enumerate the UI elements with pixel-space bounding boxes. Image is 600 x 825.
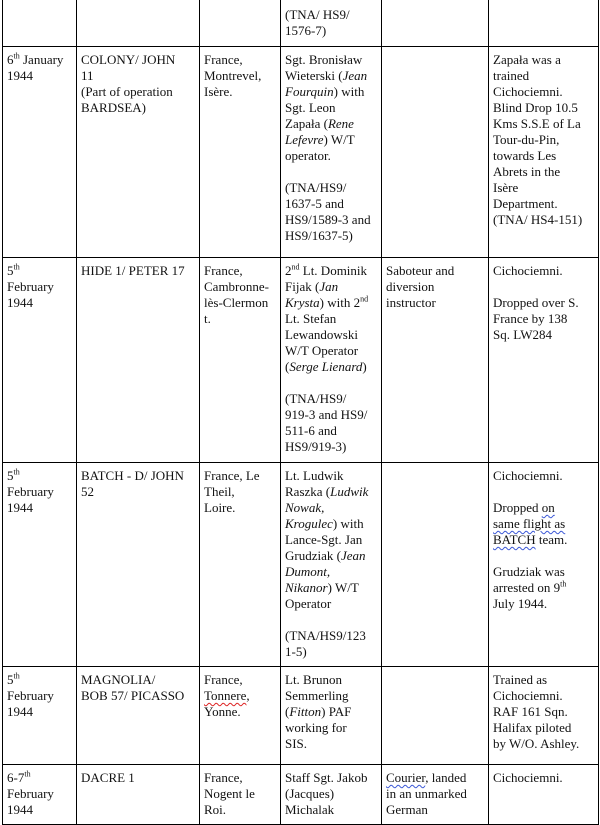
notes-text: Isère [493, 180, 519, 195]
agents-text: Wieterski ( [285, 68, 343, 83]
operation-text: BATCH - D/ JOHN 52 [81, 468, 184, 499]
alias-text: Fourquin [285, 84, 334, 99]
date-rest: February 1944 [7, 786, 54, 817]
date-suffix: th [24, 769, 31, 779]
agents-text: (TNA/ HS9/ [285, 7, 350, 22]
operation-cell [77, 258, 200, 463]
table-row [3, 667, 599, 765]
notes-text: July 1944. [493, 596, 548, 611]
agents-text: Staff Sgt. Jakob [285, 770, 368, 785]
agents-text: Sgt. Leon [285, 100, 336, 115]
date-cell [3, 765, 77, 825]
role-text: Courier [386, 770, 426, 785]
alias-text: Dumont, [285, 564, 331, 579]
role-text: , landed [425, 770, 467, 785]
notes-text: Abrets in the [493, 164, 561, 179]
location-text: Montrevel, [204, 68, 262, 83]
notes-text: Zapała was a [493, 52, 561, 67]
notes-text: Blind Drop 10.5 [493, 100, 578, 115]
location-text: Loire. [204, 500, 236, 515]
notes-text: RAF 161 Sqn. [493, 704, 568, 719]
location-text: France, [204, 672, 243, 687]
operation-text: BARDSEA) [81, 100, 147, 115]
agents-text: operator. [285, 148, 331, 163]
location-cell [200, 765, 281, 825]
notes-text: Dropped over S. [493, 295, 579, 310]
agents-text: ) PAF [321, 704, 352, 719]
location-cell [200, 0, 281, 47]
location-text: , [246, 688, 250, 703]
notes-text: Department. [493, 196, 558, 211]
notes-cell [489, 463, 599, 667]
location-text: Nogent le [204, 786, 255, 801]
role-cell [382, 463, 489, 667]
date-rest: January 1944 [7, 52, 64, 83]
operation-text: HIDE 1/ PETER 17 [81, 263, 185, 278]
notes-text: Kms S.S.E of La [493, 116, 581, 131]
location-text: France, [204, 263, 243, 278]
alias-text: Krysta [285, 295, 320, 310]
agents-text: Lewandowski [285, 327, 358, 342]
agents-cell [281, 463, 382, 667]
notes-cell [489, 765, 599, 825]
role-cell [382, 47, 489, 258]
agents-text: Fijak ( [285, 279, 320, 294]
notes-text: BATCH [493, 532, 536, 547]
alias-text: Krogulec [285, 516, 333, 531]
notes-text: Sq. LW284 [493, 327, 552, 342]
agents-text: Operator [285, 596, 332, 611]
operation-cell [77, 0, 200, 47]
alias-text: Jan [319, 279, 339, 294]
reference-text: 1-5) [285, 644, 307, 659]
notes-cell [489, 47, 599, 258]
agents-cell [281, 47, 382, 258]
operation-cell [77, 765, 200, 825]
agents-text: SIS. [285, 736, 308, 751]
location-text: Yonne. [204, 704, 241, 719]
agents-text: Lt. Brunon [285, 672, 343, 687]
reference-text: (TNA/HS9/123 [285, 628, 366, 643]
agents-text: ) with [332, 516, 364, 531]
table-row [3, 0, 599, 47]
date-cell [3, 0, 77, 47]
notes-text: Cichociemni. [493, 84, 563, 99]
role-text: diversion [386, 279, 435, 294]
ordinal-suffix: nd [360, 294, 369, 304]
agents-text: ) W/T [327, 580, 359, 595]
notes-text: same flight as [493, 516, 566, 531]
alias-text: Fitton [289, 704, 322, 719]
date-day: 6 [7, 52, 14, 67]
alias-text: Rene [327, 116, 354, 131]
location-text: Theil, [204, 484, 235, 499]
notes-text: Grudziak was [493, 564, 565, 579]
role-text: instructor [386, 295, 436, 310]
alias-text: Lefevre [285, 132, 324, 147]
location-text: France, Le [204, 468, 260, 483]
location-text: France, [204, 770, 243, 785]
location-text: Isère. [204, 84, 233, 99]
notes-text: Cichociemni. [493, 263, 563, 278]
agents-text: Michalak [285, 802, 335, 817]
agents-text: ( [285, 359, 290, 374]
notes-cell [489, 258, 599, 463]
location-text: France, [204, 52, 243, 67]
operation-text: 11 [81, 68, 94, 83]
location-cell [200, 258, 281, 463]
date-suffix: th [13, 671, 20, 681]
operations-table [2, 0, 599, 825]
date-day: 6-7 [7, 770, 25, 785]
location-cell [200, 667, 281, 765]
reference-text: 511-6 and [285, 423, 337, 438]
reference-text: HS9/1637-5) [285, 228, 353, 243]
table-row [3, 258, 599, 463]
notes-text: team. [535, 532, 568, 547]
notes-text: on [541, 500, 555, 515]
agents-cell [281, 765, 382, 825]
agents-cell [281, 0, 382, 47]
ordinal-suffix: th [560, 579, 567, 589]
notes-text: Halifax piloted [493, 720, 572, 735]
location-cell [200, 47, 281, 258]
date-day: 5 [7, 672, 14, 687]
notes-text: trained [493, 68, 530, 83]
role-text: German [386, 802, 428, 817]
notes-text: (TNA/ HS4-151) [493, 212, 583, 227]
reference-text: HS9/1589-3 and [285, 212, 371, 227]
agents-text: Sgt. Bronisław [285, 52, 363, 67]
agents-text: 1576-7) [285, 23, 327, 38]
alias-text: Jean [342, 68, 368, 83]
notes-text: Tour-du-Pin, [493, 132, 560, 147]
agents-text: Lt. Dominik [299, 263, 368, 278]
location-text: Roi. [204, 802, 227, 817]
role-cell [382, 667, 489, 765]
operation-cell [77, 463, 200, 667]
reference-text: (TNA/HS9/ [285, 180, 347, 195]
reference-text: HS9/919-3) [285, 439, 347, 454]
ordinal-suffix: nd [291, 262, 300, 272]
role-cell [382, 0, 489, 47]
agents-text: Lt. Stefan [285, 311, 337, 326]
operation-text: (Part of operation [81, 84, 173, 99]
location-text: Tonnere [204, 688, 247, 703]
agents-text: ) with 2 [319, 295, 361, 310]
operation-text: BOB 57/ PICASSO [81, 688, 185, 703]
notes-text: arrested on 9 [493, 580, 561, 595]
date-cell [3, 258, 77, 463]
notes-text: France by 138 [493, 311, 568, 326]
alias-text: Jean [340, 548, 366, 563]
agents-cell [281, 667, 382, 765]
agents-text: Lance-Sgt. Jan [285, 532, 363, 547]
date-rest: February 1944 [7, 484, 54, 515]
alias-text: Serge Lienard [289, 359, 363, 374]
operation-cell [77, 667, 200, 765]
date-cell [3, 463, 77, 667]
date-suffix: th [13, 467, 20, 477]
notes-text: Dropped [493, 500, 542, 515]
operation-text: COLONY/ JOHN [81, 52, 176, 67]
reference-text: 1637-5 and [285, 196, 344, 211]
date-suffix: th [13, 51, 20, 61]
agents-text: Lt. Ludwik [285, 468, 344, 483]
location-text: lès-Clermon [204, 295, 269, 310]
notes-cell [489, 0, 599, 47]
notes-text: Cichociemni. [493, 688, 563, 703]
agents-text: 2 [285, 263, 292, 278]
operation-text: DACRE 1 [81, 770, 135, 785]
agents-text: Zapała ( [285, 116, 328, 131]
agents-cell [281, 258, 382, 463]
alias-text: Nowak, [285, 500, 325, 515]
date-day: 5 [7, 263, 14, 278]
operation-text: MAGNOLIA/ [81, 672, 156, 687]
notes-text: by W/O. Ashley. [493, 736, 580, 751]
notes-cell [489, 667, 599, 765]
agents-text: ) [362, 359, 367, 374]
alias-text: Nikanor [285, 580, 328, 595]
location-cell [200, 463, 281, 667]
notes-text: Cichociemni. [493, 770, 563, 785]
date-rest: February 1944 [7, 688, 54, 719]
role-text: Saboteur and [386, 263, 455, 278]
notes-text: Cichociemni. [493, 468, 563, 483]
reference-text: (TNA/HS9/ [285, 391, 347, 406]
date-cell [3, 667, 77, 765]
agents-text: ) with [333, 84, 365, 99]
location-text: t. [204, 311, 211, 326]
date-cell [3, 47, 77, 258]
agents-text: working for [285, 720, 347, 735]
agents-text: Semmerling [285, 688, 349, 703]
reference-text: 919-3 and HS9/ [285, 407, 368, 422]
date-suffix: th [13, 262, 20, 272]
agents-text: ( [285, 704, 290, 719]
role-cell [382, 765, 489, 825]
notes-text: Trained as [493, 672, 548, 687]
role-cell [382, 258, 489, 463]
agents-text: Grudziak ( [285, 548, 341, 563]
table-row [3, 463, 599, 667]
table-row [3, 47, 599, 258]
alias-text: Ludwik [330, 484, 369, 499]
location-text: Cambronne- [204, 279, 269, 294]
agents-text: Raszka ( [285, 484, 331, 499]
agents-text: ) W/T [323, 132, 355, 147]
agents-text: W/T Operator [285, 343, 359, 358]
date-day: 5 [7, 468, 14, 483]
date-rest: February 1944 [7, 279, 54, 310]
notes-text: towards Les [493, 148, 557, 163]
agents-text: (Jacques) [285, 786, 335, 801]
table-row [3, 765, 599, 825]
role-text: in an unmarked [386, 786, 467, 801]
operation-cell [77, 47, 200, 258]
